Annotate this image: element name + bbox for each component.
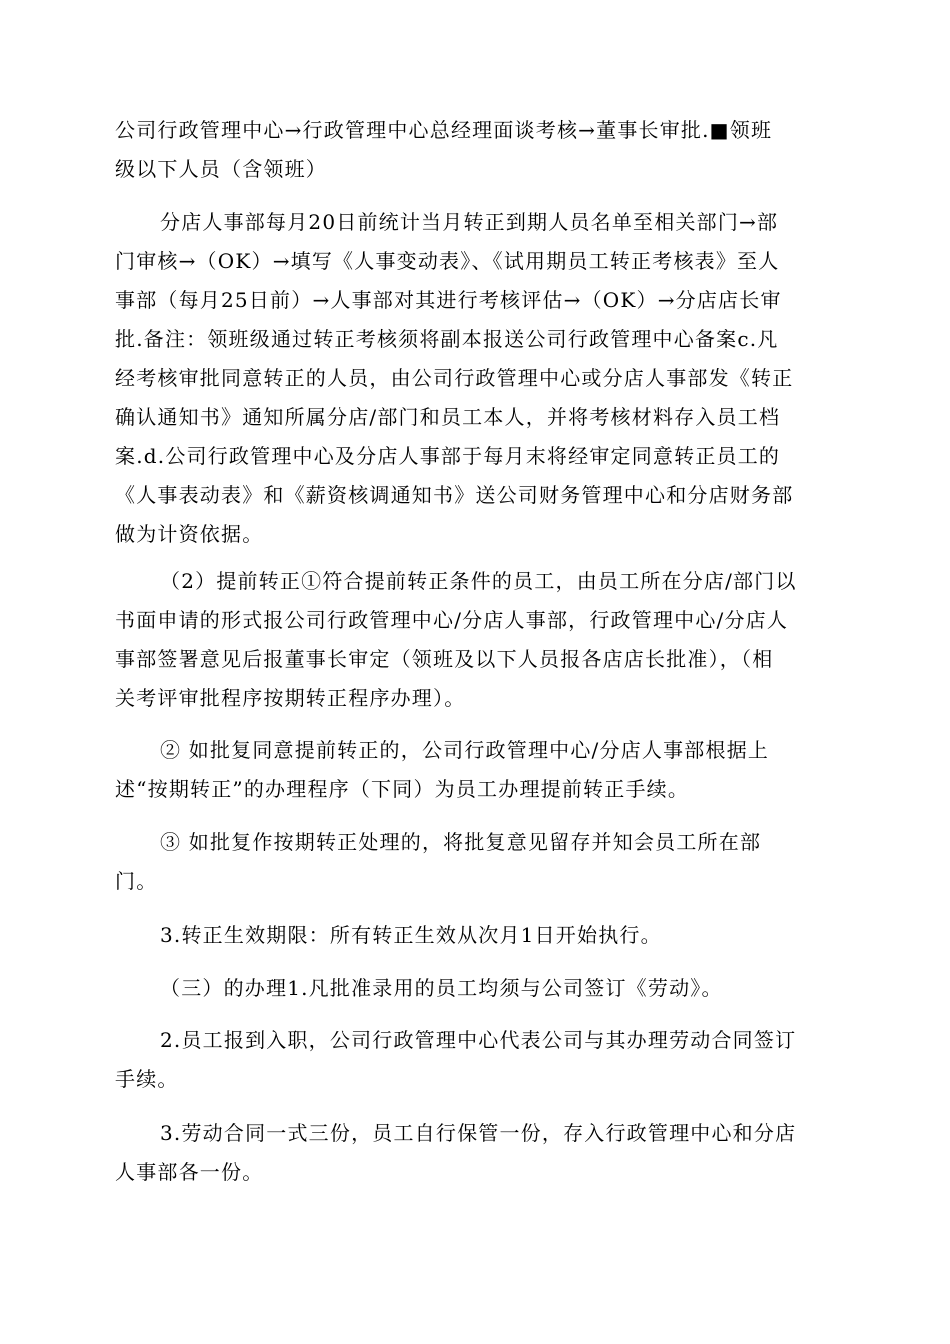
text-line: 门。 [115,869,158,893]
text-line: 2.员工报到入职，公司行政管理中心代表公司与其办理劳动合同签订 [160,1028,797,1052]
text-line: 述“按期转正”的办理程序（下同）为员工办理提前转正手续。 [115,777,690,801]
text-line: 3.劳动合同一式三份，员工自行保管一份，存入行政管理中心和分店 [160,1121,797,1145]
text-line: 公司行政管理中心→行政管理中心总经理面谈考核→董事长审批.■领班 [115,118,773,142]
text-line: 手续。 [115,1067,179,1091]
text-line: ② 如批复同意提前转正的，公司行政管理中心/分店人事部根据上 [160,738,770,762]
text-line: 级以下人员（含领班） [115,157,327,181]
text-line: 批.备注：领班级通过转正考核须将副本报送公司行政管理中心备案c.凡 [115,327,779,351]
text-line: 确认通知书》通知所属分店/部门和员工本人，并将考核材料存入员工档 [115,405,781,429]
text-line: 分店人事部每月20日前统计当月转正到期人员名单至相关部门→部 [160,210,779,234]
text-line: 书面申请的形式报公司行政管理中心/分店人事部，行政管理中心/分店人 [115,608,789,632]
text-line: 经考核审批同意转正的人员，由公司行政管理中心或分店人事部发《转正 [115,366,794,390]
text-line: 做为计资依据。 [115,522,264,546]
text-line: （2）提前转正①符合提前转正条件的员工，由员工所在分店/部门以 [160,569,797,593]
text-line: 案.d.公司行政管理中心及分店人事部于每月末将经审定同意转正员工的 [115,444,781,468]
text-line: 人事部各一份。 [115,1160,264,1184]
text-line: 事部签署意见后报董事长审定（领班及以下人员报各店店长批准），（相 [115,647,774,671]
text-line: 门审核→（OK）→填写《人事变动表》、《试用期员工转正考核表》至人 [115,249,780,273]
text-line: 3.转正生效期限：所有转正生效从次月1日开始执行。 [160,923,662,947]
text-line: （三）的办理1.凡批准录用的员工均须与公司签订《劳动》。 [160,976,723,1000]
text-line: 事部（每月25日前）→人事部对其进行考核评估→（OK）→分店店长审 [115,288,782,312]
text-line: ③ 如批复作按期转正处理的，将批复意见留存并知会员工所在部 [160,830,762,854]
text-line: 《人事表动表》和《薪资核调通知书》送公司财务管理中心和分店财务部 [115,483,794,507]
text-line: 关考评审批程序按期转正程序办理）。 [115,686,466,710]
